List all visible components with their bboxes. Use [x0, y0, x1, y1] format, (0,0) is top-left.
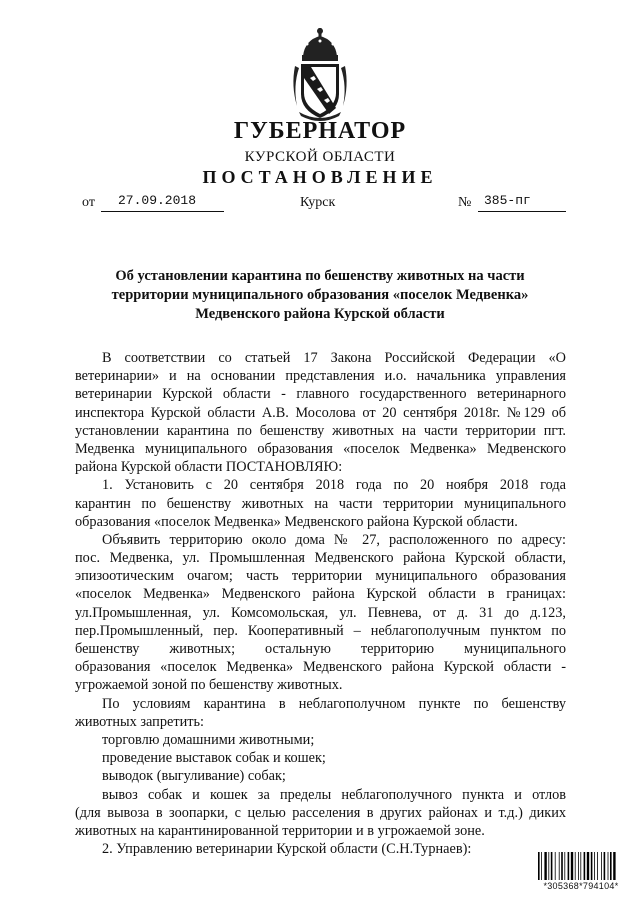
region-heading: КУРСКОЙ ОБЛАСТИ [244, 149, 396, 165]
city-name: Курск [300, 195, 336, 210]
body-line: В соответствии со статьей 17 Закона Российской Федерации «О [102, 350, 566, 366]
document-type-heading: ПОСТАНОВЛЕНИЕ [202, 167, 438, 187]
body-line: ул.Промышленная, ул. Комсомольская, ул. Певнева, от д. 31 до д.123, [75, 604, 566, 621]
body-line: «поселок Медвенка» Медвенского района Курской области в границах: [75, 586, 566, 603]
number-underline [478, 211, 566, 212]
body-line: Объявить территорию около дома № 27, расположенного по адресу: [102, 531, 566, 548]
date-label: от [82, 195, 95, 210]
body-line: животных на карантинированной территории и в угрожаемой зоне. [75, 822, 485, 839]
body-line: вывоз собак и кошек за пределы неблагополучного пункта и отлов [102, 786, 566, 803]
document-title [70, 267, 570, 324]
body-line: проведение выставок собак и кошек; [102, 750, 326, 767]
body-line: инспектора Курской области А.В. Мосолова от 20 сентября 2018г. №129 об [75, 404, 566, 421]
number-label: № [458, 195, 472, 210]
body-line: (для вывоза в зоопарки, с целью расселения в других районах и т.д.) диких [75, 804, 566, 821]
body-line: образования «поселок Медвенка» Медвенского района Курской области. [75, 513, 518, 530]
title-line: Медвенского района Курской области [195, 306, 445, 322]
document-date: 27.09.2018 [118, 193, 197, 208]
body-line: животных запретить: [75, 713, 204, 730]
body-line: 2. Управлению ветеринарии Курской области (С.Н.Турнаев): [102, 841, 472, 858]
body-line: карантин по бешенству животных на части территории муниципального [75, 495, 566, 512]
coat-of-arms-icon [289, 26, 351, 122]
title-line: территории муниципального образования «поселок Медвенка» [111, 287, 529, 303]
body-line: образования «поселок Медвенка» Медвенского района Курской области - [75, 659, 566, 676]
body-line: угрожаемой зоной по бешенству животных. [75, 677, 343, 694]
body-line: выводок (выгуливание) собак; [102, 768, 286, 785]
body-line: торговлю домашними животными; [102, 731, 315, 748]
body-line: ветеринарии» и на основании представления и.о. начальника управления [75, 368, 566, 385]
body-line: эпизоотическим очагом; часть территории муниципального образования [75, 568, 566, 585]
body-line: пер.Промышленный, пер. Кооперативный – неблагополучным пунктом по [75, 622, 566, 639]
title-line: Об установлении карантина по бешенству животных на части [115, 268, 525, 284]
body-line: пос. Медвенка, ул. Промышленная Медвенского района Курской области, [75, 550, 566, 567]
body-line: установлении карантина по бешенству животных на части территории пгт. [75, 422, 566, 439]
body-line: 1. Установить с 20 сентября 2018 года по 20 ноября 2018 года [102, 477, 566, 494]
body-line: Медвенка муниципального образования «поселок Медвенка» Медвенского [75, 440, 566, 457]
barcode-number: *305368*794104* [543, 881, 619, 891]
governor-heading: ГУБЕРНАТОР [233, 118, 407, 144]
body-line: района Курской области ПОСТАНОВЛЯЮ: [75, 459, 343, 476]
body-line: По условиям карантина в неблагополучном пункте по бешенству [102, 695, 566, 712]
body-line: ветеринарии Курской области - главного государственного ветеринарного [75, 386, 566, 403]
date-underline [101, 211, 224, 212]
document-body [75, 349, 566, 858]
body-line: бешенству животных; остальную территорию муниципального [75, 641, 566, 657]
document-number: 385-пг [484, 193, 531, 208]
